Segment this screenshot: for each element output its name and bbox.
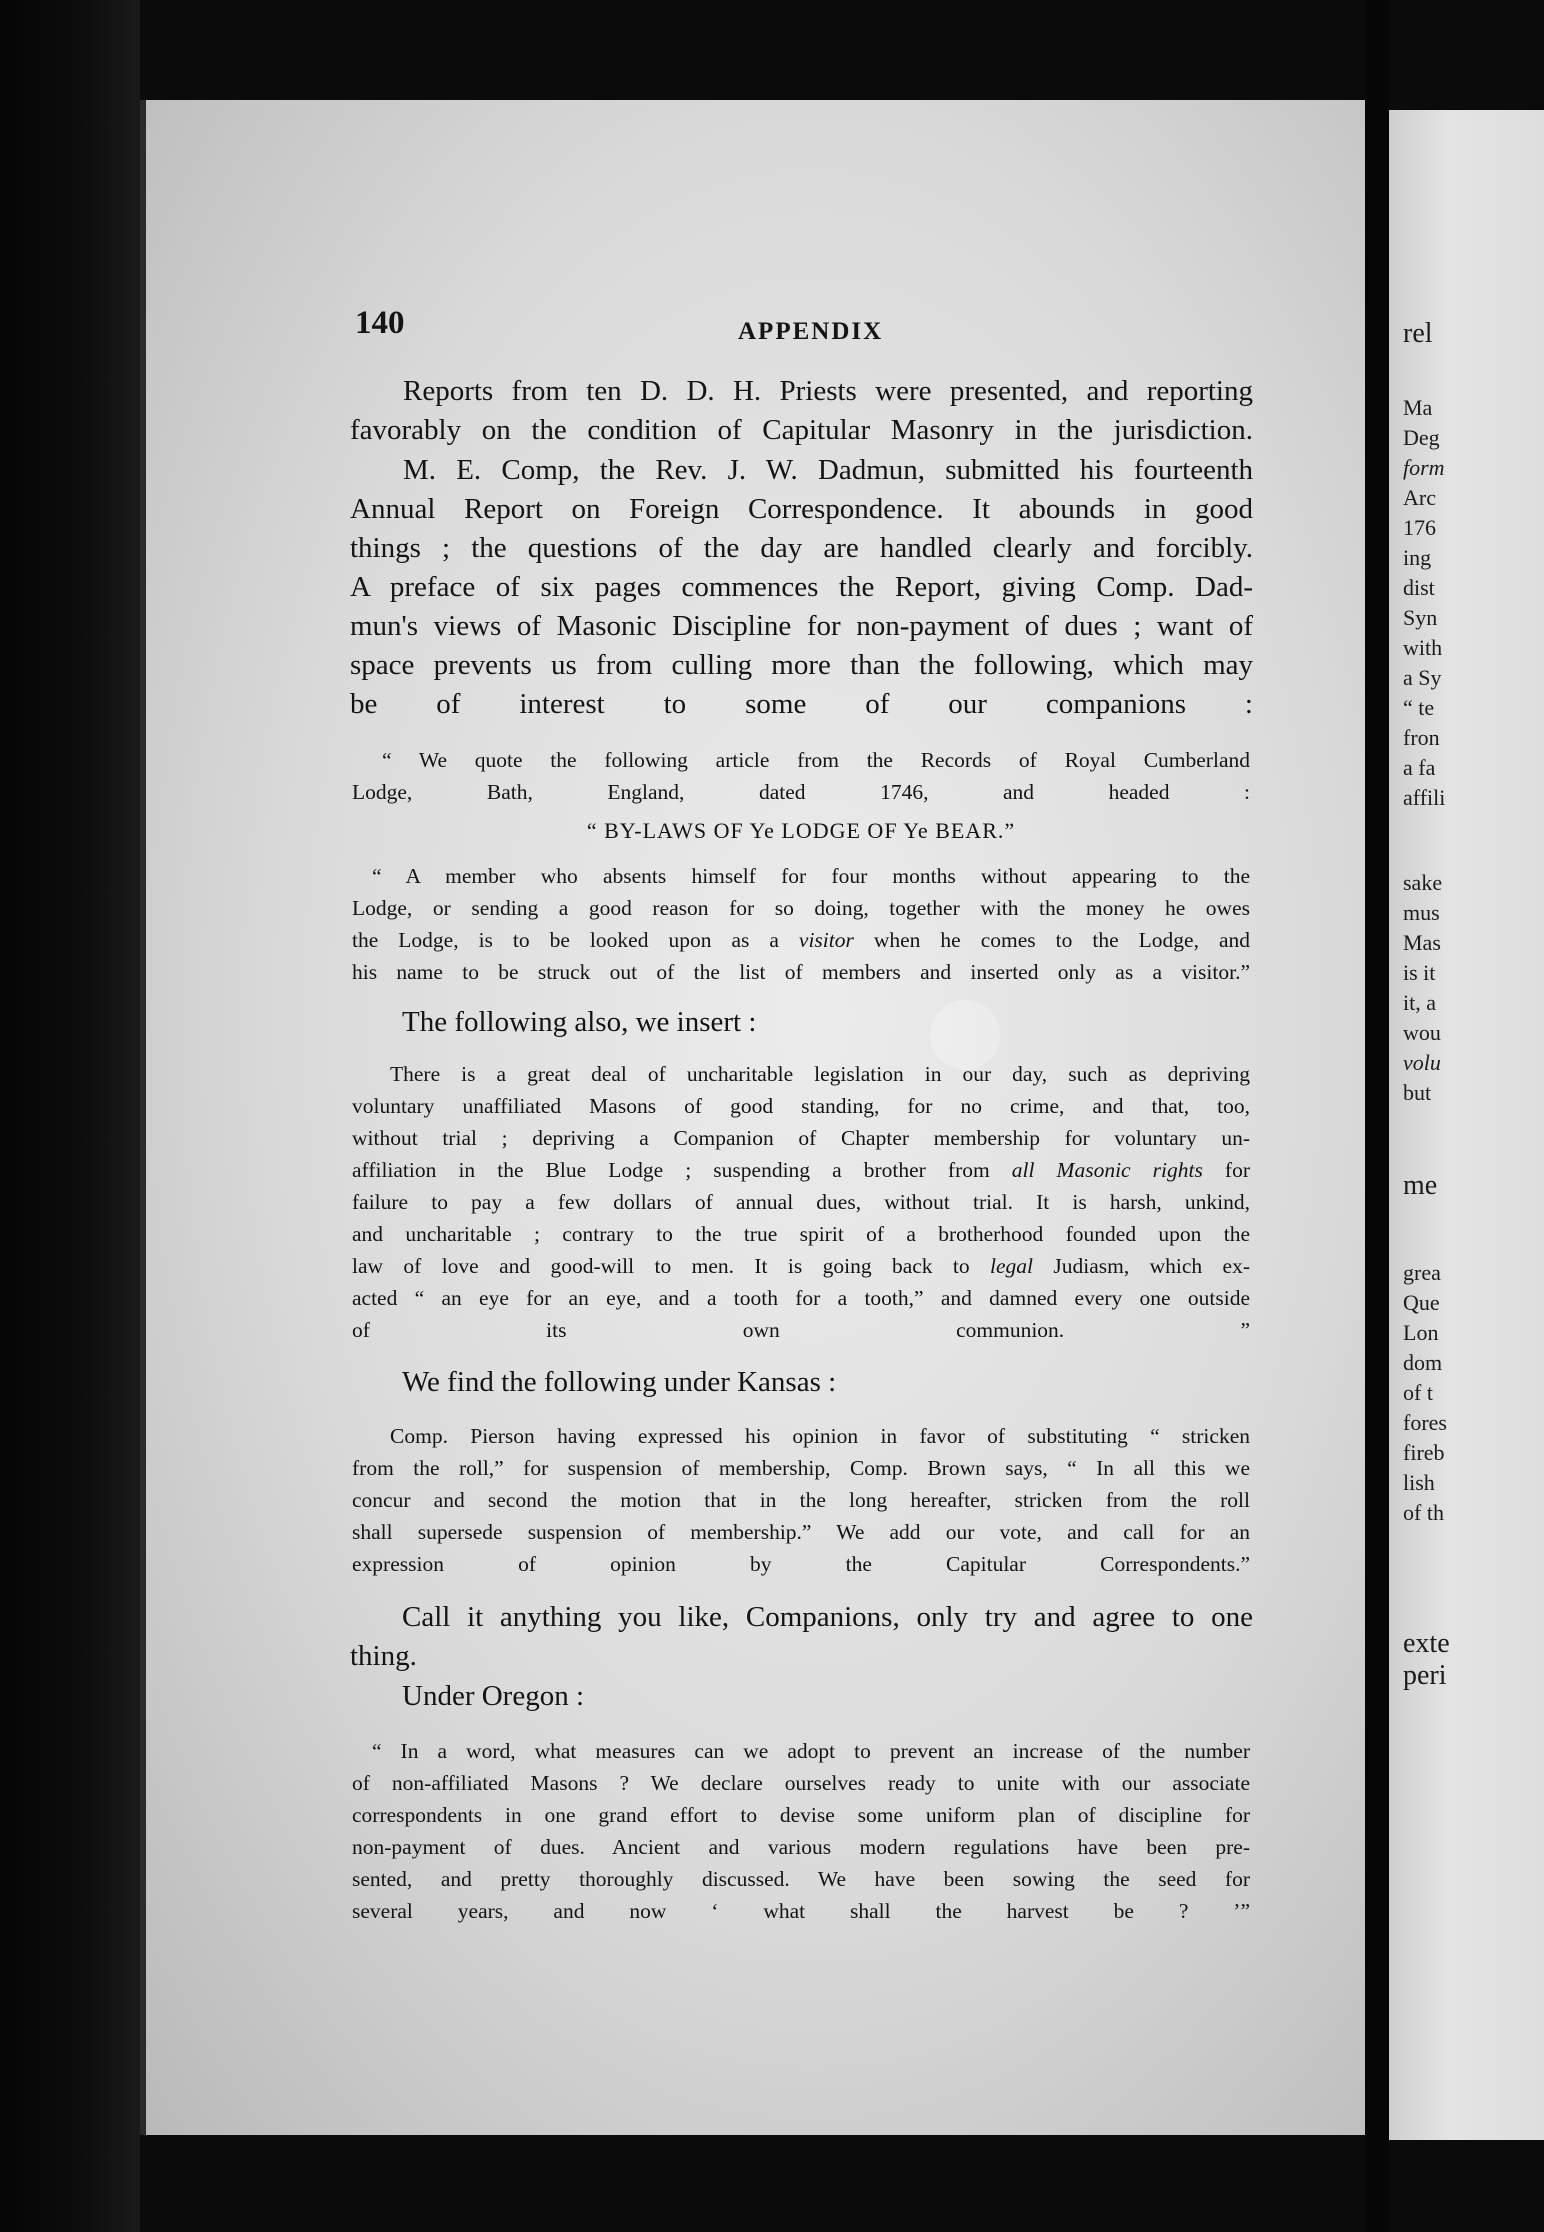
facing-page-word: but — [1403, 1080, 1432, 1105]
text-line: from the roll,” for suspension of membership, Comp. Brown says, “ In all this we — [352, 1456, 1250, 1480]
text-line: Lodge, Bath, England, dated 1746, and headed : — [352, 780, 1250, 804]
facing-page-word: Mas — [1403, 930, 1441, 955]
text-line: thing. — [350, 1640, 417, 1672]
text-line: law of love and good-will to men. It is going back to legal Judiasm, which ex- — [352, 1254, 1250, 1278]
italic-phrase: legal — [990, 1254, 1034, 1278]
quote-oregon — [352, 1735, 1250, 1927]
facing-page-word: me — [1403, 1170, 1438, 1201]
facing-page-word: Syn — [1403, 605, 1438, 630]
facing-page-word: grea — [1403, 1260, 1441, 1285]
text-line: expression of opinion by the Capitular Correspondents.” — [352, 1552, 1250, 1576]
facing-page-word: exte — [1403, 1628, 1450, 1659]
italic-phrase: all Masonic rights — [1011, 1158, 1203, 1182]
quote-uncharitable-legislation — [352, 1058, 1250, 1346]
facing-page-word: sake — [1403, 870, 1443, 895]
text-line: mun's views of Masonic Discipline for non-payment of dues ; want of — [350, 610, 1253, 642]
facing-page-word: fores — [1403, 1410, 1447, 1435]
text-line: “ In a word, what measures can we adopt to prevent an increase of the number — [372, 1739, 1250, 1763]
quote-bylaw-text — [352, 860, 1250, 988]
subheading-following-also: The following also, we insert : — [402, 1006, 757, 1038]
facing-page-word: Lon — [1403, 1320, 1439, 1345]
facing-page-word: form — [1403, 455, 1445, 480]
subheading-kansas: We find the following under Kansas : — [402, 1366, 837, 1398]
subheading-oregon: Under Oregon : — [402, 1680, 585, 1712]
text-line: M. E. Comp, the Rev. J. W. Dadmun, submitted his fourteenth — [403, 454, 1253, 486]
text-line: shall supersede suspension of membership.” We add our vote, and call for an — [352, 1520, 1250, 1544]
page-number: 140 — [355, 305, 405, 341]
facing-page-word: mus — [1403, 900, 1440, 925]
text-line: acted “ an eye for an eye, and a tooth for a tooth,” and damned every one outside — [352, 1286, 1250, 1310]
facing-page-word: Arc — [1403, 485, 1436, 510]
text-line: “ A member who absents himself for four months without appearing to the — [372, 864, 1250, 888]
text-line: of non-affiliated Masons ? We declare ourselves ready to unite with our associate — [352, 1771, 1250, 1795]
text-line: concur and second the motion that in the long hereafter, stricken from the roll — [352, 1488, 1250, 1512]
facing-page-word: peri — [1403, 1660, 1447, 1691]
text-line: and uncharitable ; contrary to the true spirit of a brotherhood founded upon the — [352, 1222, 1250, 1246]
facing-page-word: dom — [1403, 1350, 1443, 1375]
facing-page-word: a fa — [1403, 755, 1436, 780]
facing-page-word: fron — [1403, 725, 1440, 750]
quote-kansas — [352, 1420, 1250, 1580]
text-line: non-payment of dues. Ancient and various modern regulations have been pre- — [352, 1835, 1250, 1859]
facing-page-word: rel — [1403, 318, 1433, 349]
text-line: without trial ; depriving a Companion of Chapter membership for voluntary un- — [352, 1126, 1250, 1150]
facing-page-word: dist — [1403, 575, 1435, 600]
text-line: correspondents in one grand effort to devise some uniform plan of discipline for — [352, 1803, 1250, 1827]
quote-royal-cumberland — [352, 744, 1250, 808]
text-line: There is a great deal of uncharitable legislation in our day, such as depriving — [390, 1062, 1250, 1086]
text-line: things ; the questions of the day are handled clearly and forcibly. — [350, 532, 1253, 564]
text-line: Call it anything you like, Companions, only try and agree to one — [402, 1601, 1253, 1633]
facing-page-word: Deg — [1403, 425, 1440, 450]
facing-page-word: “ te — [1403, 695, 1435, 720]
text-line: affiliation in the Blue Lodge ; suspending a brother from all Masonic rights for — [352, 1158, 1251, 1182]
paragraph-call-it-anything — [350, 1598, 1253, 1676]
facing-page-word: it, a — [1403, 990, 1436, 1015]
quote-heading-bylaws: “ BY-LAWS OF Ye LODGE OF Ye BEAR.” — [586, 818, 1016, 843]
italic-phrase: visitor — [798, 928, 854, 952]
text-line: A preface of six pages commences the Report, giving Comp. Dad- — [350, 571, 1253, 603]
text-line: his name to be struck out of the list of members and inserted only as a visitor.” — [352, 960, 1250, 984]
text-line: Lodge, or sending a good reason for so doing, together with the money he owes — [352, 896, 1250, 920]
facing-page-word: 176 — [1403, 515, 1436, 540]
facing-page-word: affili — [1403, 785, 1446, 810]
book-gutter — [1365, 0, 1389, 2232]
text-line: failure to pay a few dollars of annual dues, without trial. It is harsh, unkind, — [352, 1190, 1250, 1214]
facing-page-word: with — [1403, 635, 1443, 660]
text-line: space prevents us from culling more than the following, which may — [350, 649, 1253, 681]
facing-page-word: volu — [1403, 1050, 1441, 1075]
page-border — [140, 100, 146, 2135]
text-line: be of interest to some of our companions : — [350, 688, 1253, 720]
facing-page-word: a Sy — [1403, 665, 1442, 690]
facing-page-word: is it — [1403, 960, 1436, 985]
facing-page-word: wou — [1403, 1020, 1441, 1045]
scan-left-edge — [0, 0, 140, 2232]
text-line: Annual Report on Foreign Correspondence. It abounds in good — [350, 493, 1253, 525]
paragraph-dadmun-report — [350, 451, 1253, 724]
facing-page-word: ing — [1403, 545, 1432, 570]
facing-page-word: Que — [1403, 1290, 1440, 1315]
text-line: Reports from ten D. D. H. Priests were presented, and reporting — [403, 375, 1253, 407]
text-line: Comp. Pierson having expressed his opinion in favor of substituting “ stricken — [390, 1424, 1250, 1448]
paragraph-reports — [350, 372, 1253, 450]
facing-page-word: fireb — [1403, 1440, 1445, 1465]
facing-page — [1389, 110, 1544, 2140]
facing-page-word: Ma — [1403, 395, 1433, 420]
text-line: the Lodge, is to be looked upon as a visitor when he comes to the Lodge, and — [352, 928, 1250, 952]
text-line: favorably on the condition of Capitular Masonry in the jurisdiction. — [350, 414, 1253, 446]
facing-page-word: of t — [1403, 1380, 1433, 1405]
text-line: “ We quote the following article from the Records of Royal Cumberland — [382, 748, 1250, 772]
facing-page-word: lish — [1403, 1470, 1435, 1495]
text-line: voluntary unaffiliated Masons of good standing, for no crime, and that, too, — [352, 1094, 1250, 1118]
text-line: sented, and pretty thoroughly discussed. We have been sowing the seed for — [352, 1867, 1250, 1891]
text-line: several years, and now ‘ what shall the harvest be ? ’” — [352, 1899, 1250, 1923]
facing-page-word: of th — [1403, 1500, 1444, 1525]
text-line: of its own communion. ” — [352, 1318, 1250, 1342]
running-head: APPENDIX — [738, 318, 884, 345]
